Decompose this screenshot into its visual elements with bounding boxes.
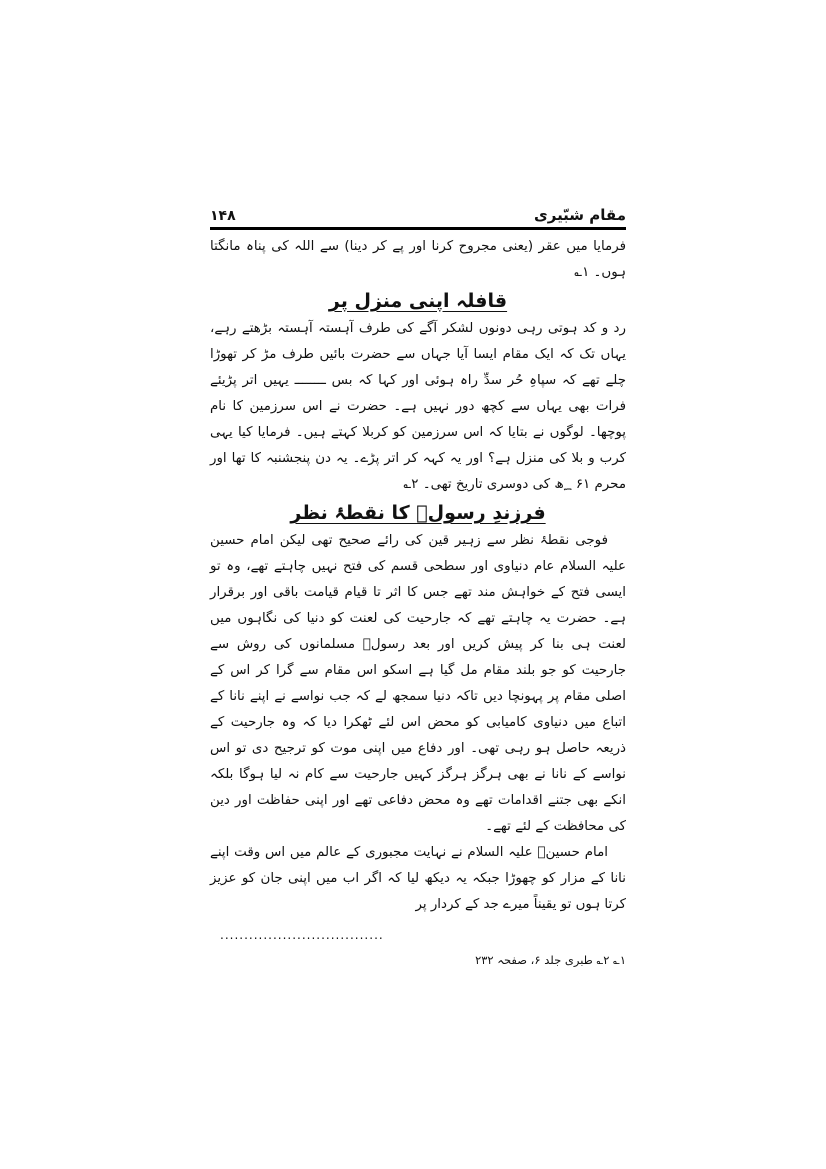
section-heading-qafila-text: قافلہ اپنی منزل پر	[328, 290, 508, 312]
section-paragraph-farzand-2: امام حسینؑ علیہ السلام نے نہایت مجبوری کے عالم میں اس وقت اپنے نانا کے مزار کو چھوڑا جبکہ یہ دیکھ لیا کہ اگر اب میں اپنی جان کو عزیز کرتا ہوں تو یقیناً میرے جد کے کردار پر	[210, 845, 626, 912]
section-heading-qafila	[210, 286, 626, 316]
footnote: ۱؎ ۲؎ طبری جلد ۶، صفحہ ۲۳۲	[475, 953, 626, 967]
page-number: ۱۴۸	[210, 208, 236, 224]
section-heading-farzand	[210, 498, 626, 528]
section-paragraph-farzand-1: فوجی نقطۂ نظر سے زہیر قین کی رائے صحیح تھی لیکن امام حسین علیہ السلام عام دنیاوی اور سطحی قسم کی فتح نہیں چاہتے تھے، وہ تو ایسی فتح کے خواہش مند تھے جس کا اثر تا قیام قیامت باقی اور برقرار ہے۔ حضرت یہ چاہتے تھے کہ جارحیت کی لعنت کو دنیا کی نگاہوں میں لعنت ہی بنا کر پیش کریں اور بعد رسولؐ مسلمانوں کی روش سے جارحیت کو جو بلند مقام مل گیا ہے اسکو اس مقام سے گرا کر اس کے اصلی مقام پر پہونچا دیں تاکہ دنیا سمجھ لے کہ جب نواسے نے اپنے نانا کے اتباع میں دنیاوی کامیابی کو محض اس لئے ٹھکرا دیا کہ وہ جارحیت کے ذریعہ حاصل ہو رہی تھی۔ اور دفاع میں اپنی موت کو ترجیح دی تو اس نواسے کے نانا نے بھی ہرگز ہرگز کہیں جارحیت سے کام نہ لیا ہوگا بلکہ انکے بھی جتنے اقدامات تھے وہ محض دفاعی تھے اور اپنی حفاظت اور دین کی محافظت کے لئے تھے۔	[210, 533, 626, 834]
footnote-separator: ..................................	[220, 928, 384, 942]
page-header	[210, 196, 626, 224]
intro-line: فرمایا میں عقر (یعنی مجروح کرنا اور پے کر دینا) سے اللہ کی پناہ مانگتا ہوں۔ ۱؎	[210, 239, 626, 280]
section-heading-farzand-text: فرزندِ رسولؐ کا نقطۂ نظر	[290, 502, 546, 524]
book-page	[210, 196, 626, 967]
section-paragraph-qafila: رد و کد ہوتی رہی دونوں لشکر آگے کی طرف آہستہ آہستہ بڑھتے رہے، یہاں تک کہ ایک مقام ایسا آیا جہاں سے حضرت بائیں طرف مڑ کر تھوڑا چلے تھے کہ سپاہِ حُر سدِّ راہ ہوئی اور کہا کہ بس ــــــــ یہیں اتر پڑیئے فرات بھی یہاں سے کچھ دور نہیں ہے۔ حضرت نے اس سرزمین کا نام پوچھا۔ لوگوں نے بتایا کہ اس سرزمین کو کربلا کہتے ہیں۔ فرمایا کیا یہی کرب و بلا کی منزل ہے؟ اور یہ کہہ کر اتر پڑے۔ یہ دن پنجشنبہ کا تھا اور محرم ۶۱ ؁ھ کی دوسری تاریخ تھی۔ ۲؎	[210, 321, 626, 492]
book-title: مقام شبّیری	[533, 206, 626, 224]
header-rule	[210, 227, 626, 230]
